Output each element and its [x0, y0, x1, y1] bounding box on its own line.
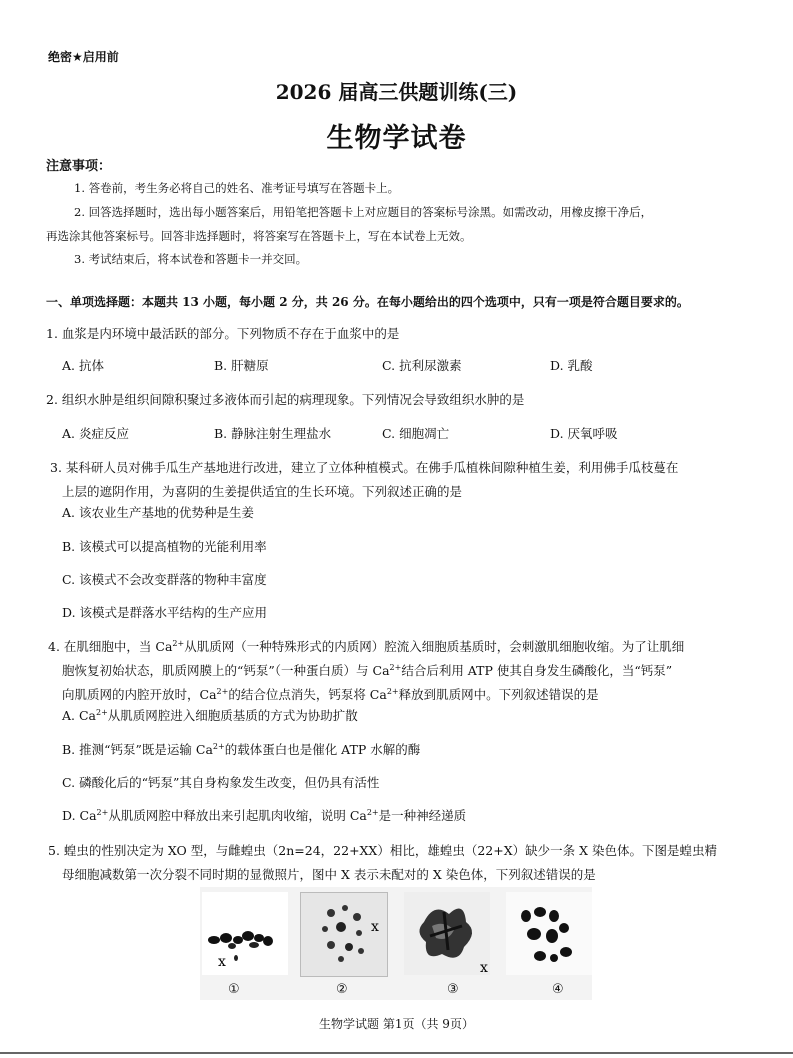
- question-3-stem-cont: 上层的遮阴作用，为喜阴的生姜提供适宜的生长环境。下列叙述正确的是: [62, 484, 463, 499]
- chromosome-image-3: [404, 892, 490, 975]
- q4-option-d[interactable]: D. $Ca^{2+}$从肌质网腔中释放出来引起肌肉收缩，说明 $Ca^{2+}$是一种神经递质: [62, 807, 467, 823]
- q4-option-a[interactable]: A. $Ca^{2+}$从肌质网腔进入细胞质基质的方式为协助扩散: [62, 707, 358, 723]
- confidential-mark: 绝密★启用前: [48, 50, 119, 64]
- notice-item-1: 1. 答卷前，考生务必将自己的姓名、准考证号填写在答题卡上。: [74, 181, 400, 195]
- x-chromosome-mark-1: x: [218, 954, 226, 970]
- q1-option-d[interactable]: D. 乳酸: [550, 358, 593, 373]
- chromosome-image-4: [506, 892, 592, 975]
- chromosome-image-1: [202, 892, 288, 975]
- q2-option-a[interactable]: A. 炎症反应: [62, 426, 129, 441]
- question-3-stem: 3. 某科研人员对佛手瓜生产基地进行改进，建立了立体种植模式。在佛手瓜植株间隙种植生姜，利用佛手瓜枝蔓在: [50, 460, 679, 475]
- q3-option-c[interactable]: C. 该模式不会改变群落的物种丰富度: [62, 572, 267, 587]
- question-4-stem-cont-1: 胞恢复初始状态，肌质网膜上的“钙泵”（一种蛋白质）与 $Ca^{2+}$结合后利用 ATP 使其自身发生磷酸化，当“钙泵”: [62, 662, 673, 678]
- notice-item-2-cont: 再选涂其他答案标号。回答非选择题时，将答案写在答题卡上，写在本试卷上无效。: [46, 229, 472, 243]
- q1-option-c[interactable]: C. 抗利尿激素: [382, 358, 462, 373]
- notice-item-2: 2. 回答选择题时，选出每小题答案后，用铅笔把答题卡上对应题目的答案标号涂黑。如需改动，用橡皮擦干净后，: [74, 205, 653, 219]
- exam-title: 2026 届高三供题训练(三): [275, 80, 518, 104]
- question-4-stem-cont-2: 向肌质网的内腔开放时，$Ca^{2+}$的结合位点消失，钙泵将 $Ca^{2+}$释放到肌质网中。下列叙述错误的是: [62, 686, 599, 702]
- q4-option-b[interactable]: B. 推测“钙泵”既是运输 $Ca^{2+}$的载体蛋白也是催化 ATP 水解的酶: [62, 741, 421, 757]
- question-5-stem: 5. 蝗虫的性别决定为 XO 型，与雌蝗虫（2n=24，22+XX）相比，雄蝗虫（22+X）缺少一条 X 染色体。下图是蝗虫精: [48, 843, 717, 858]
- notice-heading: 注意事项：: [46, 159, 112, 174]
- panel-label-3: ③: [447, 982, 459, 997]
- micrograph-panel-1: [202, 892, 288, 975]
- micrograph-panel-2: [300, 892, 388, 977]
- page-footer: 生物学试题 第1页（共 9页）: [319, 1017, 474, 1031]
- micrograph-panel-4: [506, 892, 592, 975]
- q4-option-c[interactable]: C. 磷酸化后的“钙泵”其自身构象发生改变，但仍具有活性: [62, 775, 380, 790]
- q3-option-d[interactable]: D. 该模式是群落水平结构的生产应用: [62, 605, 268, 620]
- q2-option-d[interactable]: D. 厌氧呼吸: [550, 426, 618, 441]
- q3-option-a[interactable]: A. 该农业生产基地的优势种是生姜: [62, 505, 254, 520]
- notice-item-3: 3. 考试结束后，将本试卷和答题卡一并交回。: [74, 252, 308, 266]
- x-chromosome-mark-3: x: [480, 960, 488, 975]
- panel-label-4: ④: [552, 982, 564, 997]
- panel-label-2: ②: [336, 982, 348, 997]
- q1-option-a[interactable]: A. 抗体: [62, 358, 104, 373]
- chromosome-image-2: [301, 893, 387, 976]
- question-1-stem: 1. 血浆是内环境中最活跃的部分。下列物质不存在于血浆中的是: [46, 326, 400, 341]
- q3-option-b[interactable]: B. 该模式可以提高植物的光能利用率: [62, 539, 267, 554]
- q1-option-b[interactable]: B. 肝糖原: [214, 358, 269, 373]
- panel-label-1: ①: [228, 982, 240, 997]
- subject-title: 生物学试卷: [326, 123, 467, 154]
- question-5-stem-cont: 母细胞减数第一次分裂不同时期的显微照片，图中 X 表示未配对的 X 染色体，下列叙述错误的是: [62, 867, 596, 882]
- question-4-stem: 4. 在肌细胞中，当 $Ca^{2+}$从肌质网（一种特殊形式的内质网）腔流入细胞质基质时，会刺激肌细胞收缩。为了让肌细: [48, 638, 685, 654]
- q2-option-b[interactable]: B. 静脉注射生理盐水: [214, 426, 332, 441]
- q2-option-c[interactable]: C. 细胞凋亡: [382, 426, 450, 441]
- section-heading: 一、单项选择题：本题共 13 小题，每小题 2 分，共 26 分。在每小题给出的四个选项中，只有一项是符合题目要求的。: [46, 295, 689, 309]
- micrograph-panel-3: [404, 892, 490, 975]
- bottom-divider: [0, 1052, 793, 1054]
- question-2-stem: 2. 组织水肿是组织间隙积聚过多液体而引起的病理现象。下列情况会导致组织水肿的是: [46, 392, 525, 407]
- x-chromosome-mark-2: x: [371, 919, 379, 935]
- chromosome-micrograph-figure: [200, 887, 592, 1000]
